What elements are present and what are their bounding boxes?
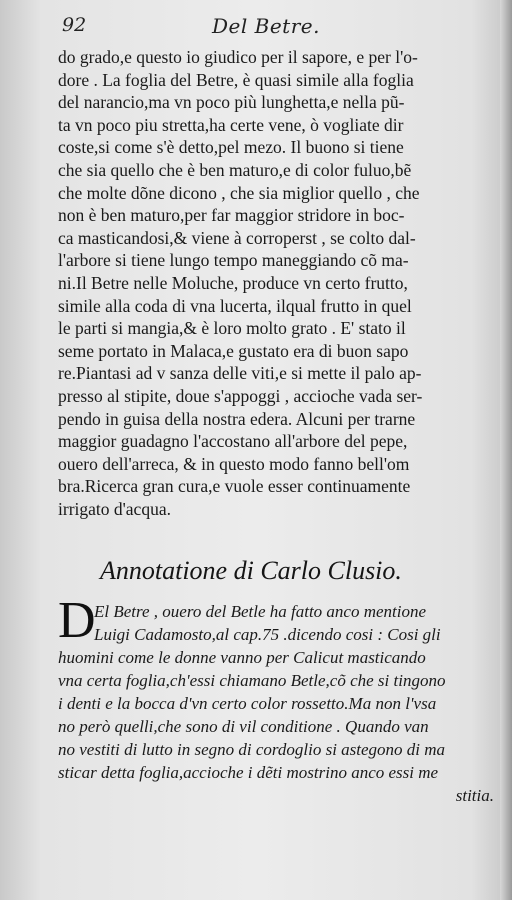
text-line: ouero dell'arreca, & in questo modo fanno bell'om (58, 453, 410, 474)
text-line: re.Piantasi ad v sanza delle viti,e si mette il palo ap- (58, 363, 422, 384)
text-line: seme portato in Malaca,e gustato era di buon sapo (58, 340, 409, 361)
annotation-line: El Betre , ouero del Betle ha fatto anco mentione (94, 602, 427, 621)
drop-cap: D (58, 592, 96, 649)
annotation-heading: Annotatione di Carlo Clusio. (100, 556, 402, 585)
annotation-line: no però quelli,che sono di vil conditione . Quando van (58, 717, 429, 736)
text-line: coste,si come s'è detto,pel mezo. Il buono si tiene (58, 137, 404, 158)
page-number: 92 (62, 14, 87, 36)
running-head: Del Betre. (212, 14, 320, 38)
text-line: irrigato d'acqua. (58, 498, 171, 519)
text-line: ca masticandosi,& viene à corroperst , se colto dal- (58, 227, 416, 248)
annotation-line: i denti e la bocca d'vn certo color rossetto.Ma non l'vsa (58, 694, 437, 713)
text-line: ta vn poco piu stretta,ha certe vene, ò vogliate dir (58, 114, 404, 135)
page-header (62, 14, 502, 40)
text-line: presso al stipite, doue s'appoggi , accioche vada ser- (58, 385, 423, 406)
text-line: pendo in guisa della nostra edera. Alcuni per trarne (58, 408, 416, 429)
text-line: non è ben maturo,per far maggior stridore in boc- (58, 205, 405, 226)
text-line: del narancio,ma vn poco più lunghetta,e nella pũ- (58, 92, 405, 113)
text-line: simile alla coda di vna lucerta, ilqual frutto in quel (58, 295, 412, 316)
text-line: dore . La foglia del Betre, è quasi simile alla foglia (58, 69, 414, 90)
text-line: maggior guadagno l'accostano all'arbore del pepe, (58, 431, 408, 452)
text-line: che molte dõne dicono , che sia miglior quello , che (58, 182, 420, 203)
text-line: che sia quello che è ben maturo,e di color fuluo,bẽ (58, 159, 412, 180)
text-line: ni.Il Betre nelle Moluche, produce vn certo frutto, (58, 272, 408, 293)
annotation-block (58, 592, 500, 807)
annotation-line: Luigi Cadamosto,al cap.75 .dicendo cosi : Cosi gli (94, 625, 441, 644)
text-line: do grado,e questo io giudico per il sapore, e per l'o- (58, 47, 418, 67)
annotation-line: huomini come le donne vanno per Calicut masticando (58, 648, 426, 667)
text-line: l'arbore si tiene lungo tempo maneggiando cõ ma- (58, 250, 409, 271)
text-line: le parti si mangia,& è loro molto grato . E' stato il (58, 318, 406, 339)
text-line: bra.Ricerca gran cura,e vuole esser continuamente (58, 476, 411, 497)
annotation-line: vna certa foglia,ch'essi chiamano Betle,cõ che si tingono (58, 671, 446, 690)
annotation-line: no vestiti di lutto in segno di cordoglio si astegono di ma (58, 740, 446, 759)
annotation-line: sticar detta foglia,accioche i dẽti mostrino anco essi me (58, 763, 439, 782)
annotation-line: stitia. (455, 786, 494, 805)
page-gutter-shadow (500, 0, 512, 900)
main-text-block (58, 46, 498, 520)
